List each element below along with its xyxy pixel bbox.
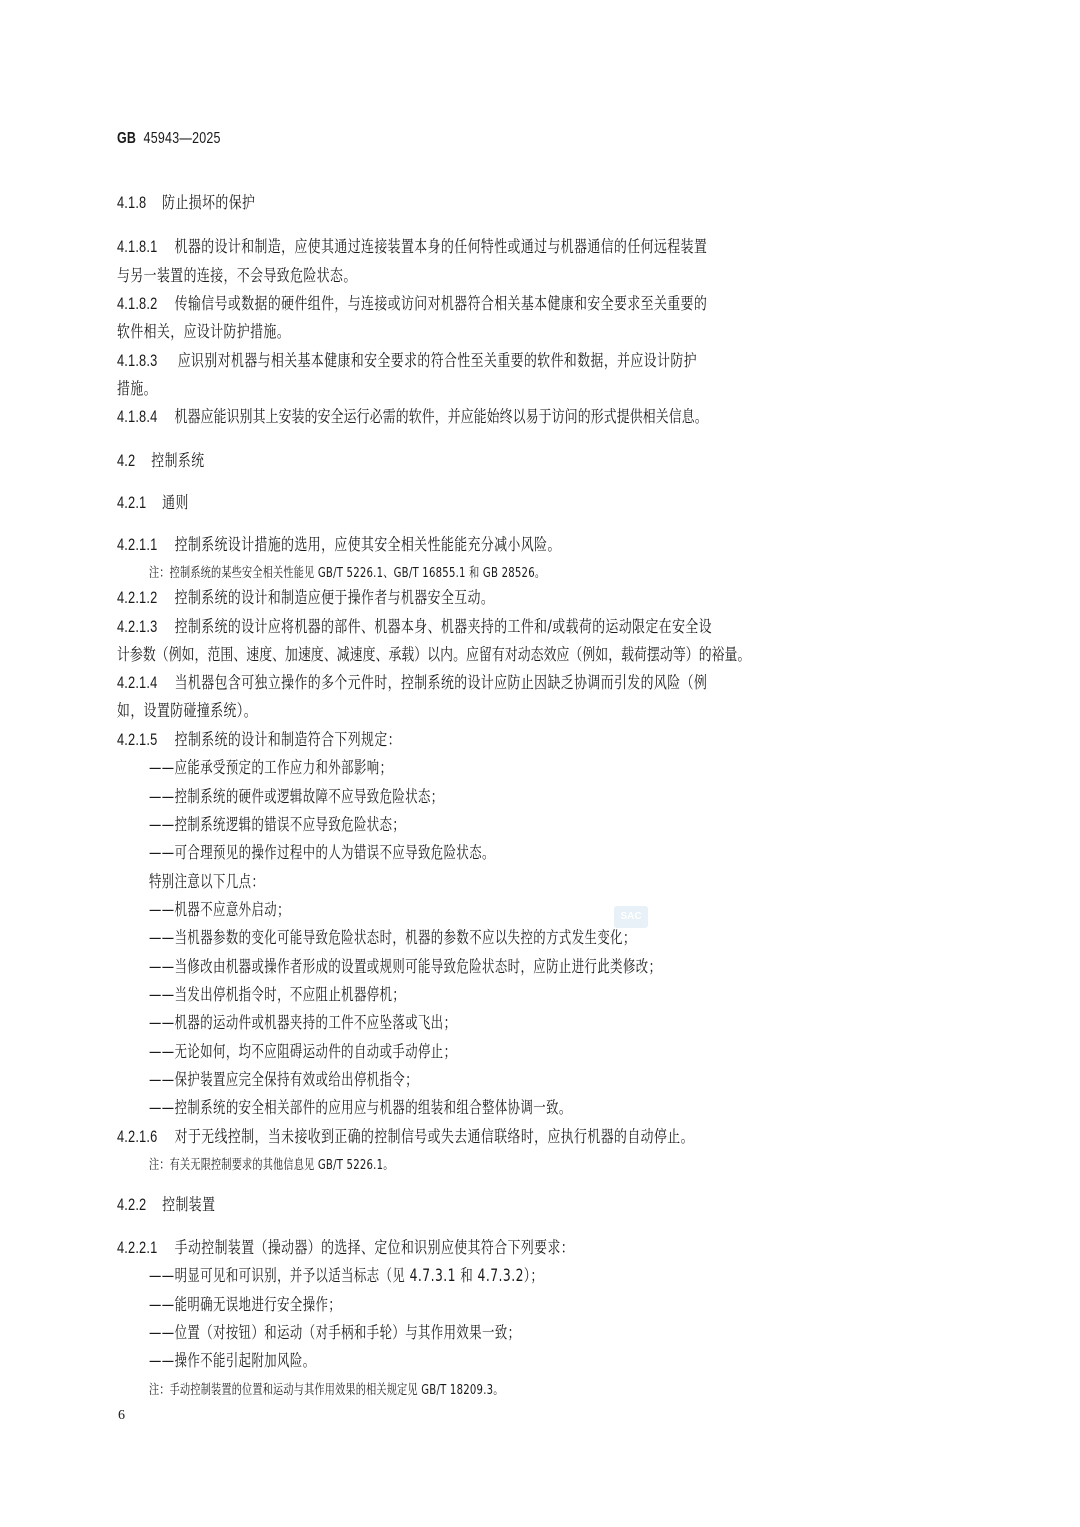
clause xyxy=(117,616,958,638)
section-number: 4.2 xyxy=(117,452,136,470)
clause-text: 当机器包含可独立操作的多个元件时，控制系统的设计应防止因缺乏协调而引发的风险（例 xyxy=(174,673,708,692)
clause-continuation: 与另一装置的连接，不会导致危险状态。 xyxy=(117,266,357,285)
clause-text: 控制系统的设计和制造应便于操作者与机器安全互动。 xyxy=(174,588,495,607)
section-title: 防止损坏的保护 xyxy=(162,193,256,212)
list-item: ——当修改由机器或操作者形成的设置或规则可能导致危险状态时，应防止进行此类修改； xyxy=(149,957,662,976)
clause-text: 应识别对机器与相关基本健康和安全要求的符合性至关重要的软件和数据，并应设计防护 xyxy=(177,351,698,370)
list-intro: 特别注意以下几点： xyxy=(149,872,265,891)
clause-number: 4.2.1.6 xyxy=(117,1128,158,1146)
standard-prefix: GB xyxy=(117,130,137,147)
section-heading xyxy=(117,192,958,214)
section-heading xyxy=(117,450,958,472)
clause-text: 对于无线控制，当未接收到正确的控制信号或失去通信联络时，应执行机器的自动停止。 xyxy=(174,1127,694,1146)
clause-text: 机器应能识别其上安装的安全运行必需的软件，并应能始终以易于访问的形式提供相关信息。 xyxy=(174,407,708,426)
list-item: ——保护装置应完全保持有效或给出停机指令； xyxy=(149,1070,419,1089)
clause xyxy=(117,729,958,751)
clause-text: 手动控制装置（操动器）的选择、定位和识别应使其符合下列要求： xyxy=(174,1238,575,1257)
list-item: ——机器的运动件或机器夹持的工件不应坠落或飞出； xyxy=(149,1013,457,1032)
clause xyxy=(117,1126,958,1148)
list-item: ——当机器参数的变化可能导致危险状态时，机器的参数不应以失控的方式发生变化； xyxy=(149,928,636,947)
list-item: ——控制系统的硬件或逻辑故障不应导致危险状态； xyxy=(149,787,444,806)
list-item: ——能明确无误地进行安全操作； xyxy=(149,1295,342,1314)
list-item: ——明显可见和可识别，并予以适当标志（见 4.7.3.1 和 4.7.3.2）； xyxy=(149,1266,544,1285)
clause-text: 机器的设计和制造，应使其通过连接装置本身的任何特性或通过与机器通信的任何远程装置 xyxy=(174,237,708,256)
section-number: 4.2.1 xyxy=(117,494,147,512)
note: 注：手动控制装置的位置和运动与其作用效果的相关规定见 GB/T 18209.3。 xyxy=(149,1382,504,1398)
clause-continuation: 软件相关，应设计防护措施。 xyxy=(117,322,291,341)
clause-number: 4.2.2.1 xyxy=(117,1239,158,1257)
standard-code xyxy=(117,128,958,150)
list-item: ——无论如何，均不应阻碍运动件的自动或手动停止； xyxy=(149,1042,457,1061)
list-item: ——操作不能引起附加风险。 xyxy=(149,1351,316,1370)
clause-number: 4.1.8.4 xyxy=(117,408,158,426)
list-item: ——位置（对按钮）和运动（对手柄和手轮）与其作用效果一致； xyxy=(149,1323,521,1342)
section-number: 4.1.8 xyxy=(117,194,147,212)
clause-continuation: 措施。 xyxy=(117,379,157,398)
section-heading xyxy=(117,1194,958,1216)
clause xyxy=(117,293,958,315)
clause xyxy=(117,236,958,258)
clause xyxy=(117,672,958,694)
clause xyxy=(117,350,958,372)
clause-number: 4.1.8.2 xyxy=(117,295,158,313)
section-heading xyxy=(117,492,958,514)
clause-text: 传输信号或数据的硬件组件，与连接或访问对机器符合相关基本健康和安全要求至关重要的 xyxy=(174,294,708,313)
watermark-logo: SAC xyxy=(614,906,648,928)
section-title: 控制系统 xyxy=(151,451,205,470)
list-item: ——应能承受预定的工作应力和外部影响； xyxy=(149,758,393,777)
clause-text: 控制系统的设计和制造符合下列规定： xyxy=(174,730,401,749)
clause-number: 4.1.8.1 xyxy=(117,238,158,256)
clause-text: 控制系统设计措施的选用，应使其安全相关性能能充分减小风险。 xyxy=(174,535,561,554)
clause-continuation: 如，设置防碰撞系统）。 xyxy=(117,701,258,720)
clause-text: 控制系统的设计应将机器的部件、机器本身、机器夹持的工件和/或载荷的运动限定在安全设 xyxy=(174,617,713,636)
list-item: ——控制系统逻辑的错误不应导致危险状态； xyxy=(149,815,406,834)
clause-continuation: 计参数（例如，范围、速度、加速度、减速度、承载）以内。应留有对动态效应（例如，载荷摆动等）的裕量。 xyxy=(117,645,751,664)
clause-number: 4.2.1.1 xyxy=(117,536,158,554)
clause-number: 4.2.1.5 xyxy=(117,731,158,749)
clause xyxy=(117,406,958,428)
list-item: ——机器不应意外启动； xyxy=(149,900,290,919)
list-item: ——当发出停机指令时，不应阻止机器停机； xyxy=(149,985,406,1004)
clause-number: 4.1.8.3 xyxy=(117,352,158,370)
clause-number: 4.2.1.2 xyxy=(117,589,158,607)
clause xyxy=(117,587,958,609)
clause xyxy=(117,1237,958,1259)
section-number: 4.2.2 xyxy=(117,1196,147,1214)
section-title: 通则 xyxy=(162,493,189,512)
clause-number: 4.2.1.4 xyxy=(117,674,158,692)
list-item: ——可合理预见的操作过程中的人为错误不应导致危险状态。 xyxy=(149,843,495,862)
list-item: ——控制系统的安全相关部件的应用应与机器的组装和组合整体协调一致。 xyxy=(149,1098,572,1117)
note: 注：有关无限控制要求的其他信息见 GB/T 5226.1。 xyxy=(149,1157,394,1173)
standard-number: 45943—2025 xyxy=(143,130,221,147)
clause-number: 4.2.1.3 xyxy=(117,618,158,636)
note: 注：控制系统的某些安全相关性能见 GB/T 5226.1、GB/T 16855.1 和 GB 28526。 xyxy=(149,565,546,581)
clause xyxy=(117,534,958,556)
section-title: 控制装置 xyxy=(162,1195,216,1214)
page-number: 6 xyxy=(118,1408,125,1423)
